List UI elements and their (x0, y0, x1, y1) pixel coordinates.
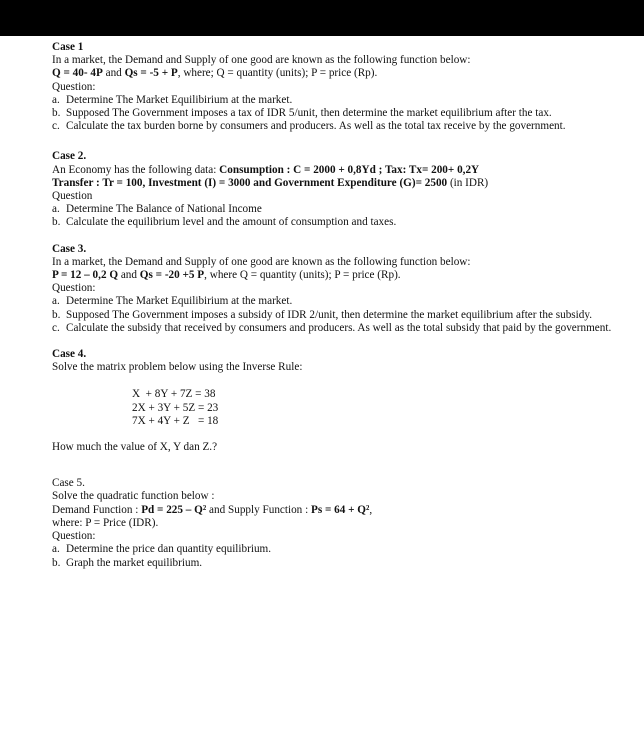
equation: X + 8Y + 7Z = 38 (132, 388, 216, 401)
case-title: Case 4. (52, 348, 87, 361)
question-text: Supposed The Government imposes a tax of IDR 5/unit, then determine the market equilibrium after the tax. (66, 107, 552, 120)
question-marker: a. (52, 295, 60, 308)
question-item (52, 216, 612, 229)
case-intro: In a market, the Demand and Supply of one good are known as the following function below: (52, 54, 471, 67)
case-1 (52, 41, 612, 133)
question-item (52, 322, 612, 335)
question-item (52, 295, 612, 308)
question-item (52, 107, 612, 120)
question-label: Question: (52, 80, 96, 93)
case-title: Case 2. (52, 150, 87, 163)
question-text: Determine The Market Equilibirium at the market. (66, 93, 293, 106)
question-text: Graph the market equilibrium. (66, 556, 203, 569)
case-intro: Solve the matrix problem below using the Inverse Rule: (52, 361, 303, 374)
question-list (52, 203, 612, 229)
supply-label: and Supply Function : (206, 503, 311, 516)
case-question: How much the value of X, Y dan Z.? (52, 441, 218, 454)
equation-system (132, 388, 612, 428)
consumption-tax-data: Consumption : C = 2000 + 0,8Yd ; Tax: Tx= 200+ 0,2Y (219, 163, 480, 176)
question-text: Calculate the tax burden borne by consumers and producers. As well as the total tax receive by the government. (66, 120, 566, 133)
top-black-bar (0, 0, 644, 36)
conjunction: and (118, 269, 140, 282)
function-legend: where: P = Price (IDR). (52, 516, 159, 529)
question-marker: a. (52, 203, 60, 216)
case-intro: Solve the quadratic function below : (52, 490, 215, 503)
question-marker: c. (52, 120, 60, 133)
question-text: Supposed The Government imposes a subsidy of IDR 2/unit, then determine the market equilibrium after the subsidy. (66, 308, 593, 321)
conjunction: and (102, 67, 125, 80)
case-4 (52, 348, 612, 454)
supply-function: Qs = -5 + P (124, 67, 178, 80)
question-item (52, 309, 612, 322)
question-item (52, 557, 612, 570)
case-data-line-2 (52, 177, 612, 190)
demand-function: Q = 40- 4P (52, 67, 103, 80)
case-5 (52, 477, 612, 569)
question-marker: a. (52, 93, 60, 106)
question-item (52, 543, 612, 556)
supply-tail: , (369, 503, 373, 516)
document-page (52, 41, 612, 583)
question-marker: b. (52, 556, 61, 569)
function-legend: , where Q = quantity (units); P = price (Rp). (204, 269, 401, 282)
demand-function: Pd = 225 – Q² (141, 503, 207, 516)
question-item (52, 120, 612, 133)
equation: 2X + 3Y + 5Z = 23 (132, 401, 219, 414)
case-functions (52, 504, 612, 517)
equation: 7X + 4Y + Z = 18 (132, 414, 219, 427)
question-list (52, 295, 612, 335)
question-item (52, 203, 612, 216)
case-2 (52, 150, 612, 229)
question-text: Calculate the equilibrium level and the amount of consumption and taxes. (66, 216, 397, 229)
question-marker: c. (52, 321, 60, 334)
question-label: Question: (52, 530, 96, 543)
question-marker: b. (52, 308, 61, 321)
question-marker: a. (52, 543, 60, 556)
case-title: Case 5. (52, 477, 85, 490)
demand-label: Demand Function : (52, 503, 142, 516)
question-text: Determine The Market Equilibirium at the market. (66, 295, 293, 308)
case-functions (52, 269, 612, 282)
question-text: Calculate the subsidy that received by consumers and producers. As well as the total subsidy that paid by the government. (66, 321, 612, 334)
question-text: Determine the price dan quantity equilibrium. (66, 543, 272, 556)
case-title: Case 1 (52, 41, 84, 53)
question-text: Determine The Balance of National Income (66, 203, 262, 216)
question-marker: b. (52, 216, 61, 229)
question-list (52, 94, 612, 134)
question-item (52, 94, 612, 107)
question-list (52, 543, 612, 569)
case-functions (52, 67, 612, 80)
function-legend: , where; Q = quantity (units); P = price (Rp). (177, 67, 378, 80)
question-label: Question (52, 190, 93, 203)
supply-function: Qs = -20 +5 P (139, 269, 205, 282)
case-data-line-1 (52, 164, 612, 177)
case-intro: In a market, the Demand and Supply of one good are known as the following function below: (52, 255, 471, 268)
case-title: Case 3. (52, 242, 87, 255)
question-label: Question: (52, 282, 96, 295)
transfer-investment-data: Transfer : Tr = 100, Investment (I) = 3000 and Government Expenditure (G)= 2500 (52, 176, 448, 189)
supply-function: Ps = 64 + Q² (310, 503, 370, 516)
question-marker: b. (52, 107, 61, 120)
demand-function: P = 12 – 0,2 Q (52, 269, 119, 282)
case-3 (52, 243, 612, 335)
spacer (52, 467, 612, 477)
currency-note: (in IDR) (447, 176, 489, 189)
case-intro: An Economy has the following data: (52, 163, 220, 176)
